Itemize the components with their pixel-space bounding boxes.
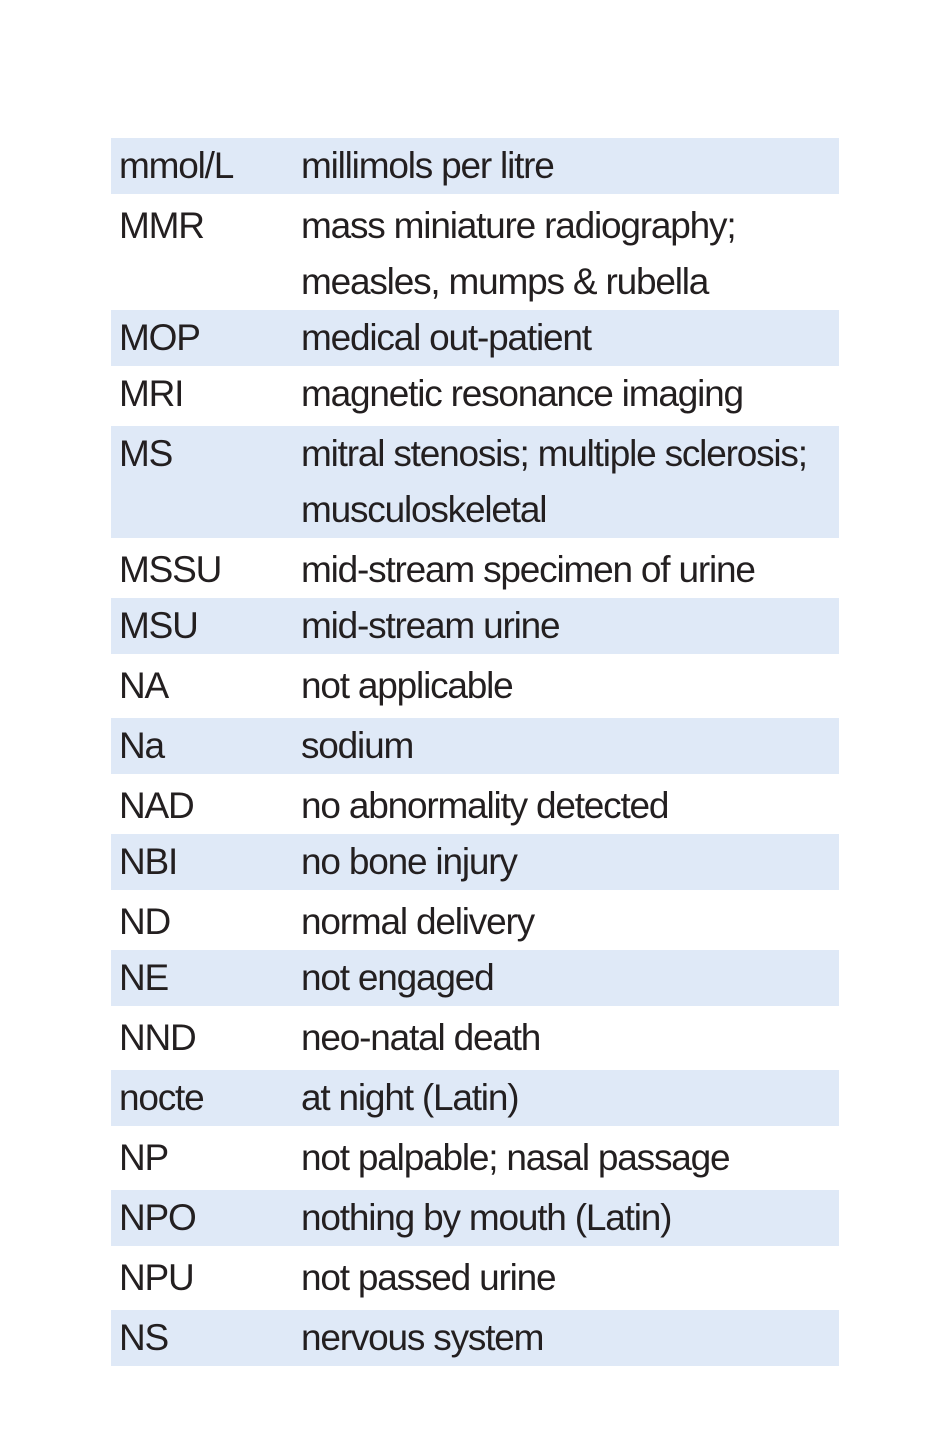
abbreviation-term: NND <box>119 1017 196 1058</box>
table-row <box>111 138 839 194</box>
abbreviation-definition: nervous system <box>301 1317 544 1358</box>
table-row <box>111 1190 839 1246</box>
abbreviation-definition: not engaged <box>301 957 494 998</box>
abbreviation-definition: at night (Latin) <box>301 1077 519 1118</box>
abbreviation-definition: magnetic resonance imaging <box>301 373 743 414</box>
abbreviation-definition: no bone injury <box>301 841 517 882</box>
abbreviation-term: ND <box>119 901 171 942</box>
abbreviation-table <box>111 138 839 1366</box>
table-row <box>111 1250 839 1306</box>
abbreviation-term: NA <box>119 665 168 706</box>
abbreviation-term: NS <box>119 1317 168 1358</box>
abbreviation-term: NPO <box>119 1197 196 1238</box>
abbreviation-term: MMR <box>119 205 204 246</box>
table-row <box>111 542 839 598</box>
abbreviation-term: MSU <box>119 605 198 646</box>
table-row <box>111 1010 839 1066</box>
abbreviation-definition: sodium <box>301 725 414 766</box>
abbreviation-term: MRI <box>119 373 184 414</box>
abbreviation-definition: medical out-patient <box>301 317 591 358</box>
abbreviation-term: NAD <box>119 785 194 826</box>
abbreviation-definition: nothing by mouth (Latin) <box>301 1197 672 1238</box>
table-row <box>111 718 839 774</box>
abbreviation-definition: not passed urine <box>301 1257 556 1298</box>
table-row <box>111 1070 839 1126</box>
abbreviation-definition: not palpable; nasal passage <box>301 1137 730 1178</box>
table-row <box>111 834 839 890</box>
table-row <box>111 1310 839 1366</box>
table-row <box>111 310 839 366</box>
abbreviation-term: MS <box>119 433 173 474</box>
table-row <box>111 894 839 950</box>
abbreviation-term: mmol/L <box>119 145 234 186</box>
abbreviation-definition: mitral stenosis; multiple sclerosis; musculoskeletal <box>301 433 807 530</box>
abbreviation-term: NBI <box>119 841 178 882</box>
abbreviation-definition: mid-stream specimen of urine <box>301 549 755 590</box>
abbreviation-definition: no abnormality detected <box>301 785 669 826</box>
abbreviation-term: MOP <box>119 317 200 358</box>
abbreviation-term: Na <box>119 725 164 766</box>
table-row <box>111 598 839 654</box>
abbreviation-term: NP <box>119 1137 168 1178</box>
abbreviation-definition: normal delivery <box>301 901 534 942</box>
table-row <box>111 950 839 1006</box>
abbreviation-definition: mid-stream urine <box>301 605 560 646</box>
table-row <box>111 658 839 714</box>
abbreviation-definition: not applicable <box>301 665 513 706</box>
abbreviation-term: nocte <box>119 1077 204 1118</box>
abbreviation-definition: mass miniature radiography; measles, mumps & rubella <box>301 205 736 302</box>
abbreviation-definition: neo-natal death <box>301 1017 541 1058</box>
abbreviation-term: NE <box>119 957 168 998</box>
table-row <box>111 1130 839 1186</box>
abbreviation-definition: millimols per litre <box>301 145 554 186</box>
abbreviation-term: NPU <box>119 1257 194 1298</box>
table-row <box>111 198 839 310</box>
table-row <box>111 778 839 834</box>
table-row <box>111 366 839 422</box>
abbreviation-term: MSSU <box>119 549 222 590</box>
table-row <box>111 426 839 538</box>
